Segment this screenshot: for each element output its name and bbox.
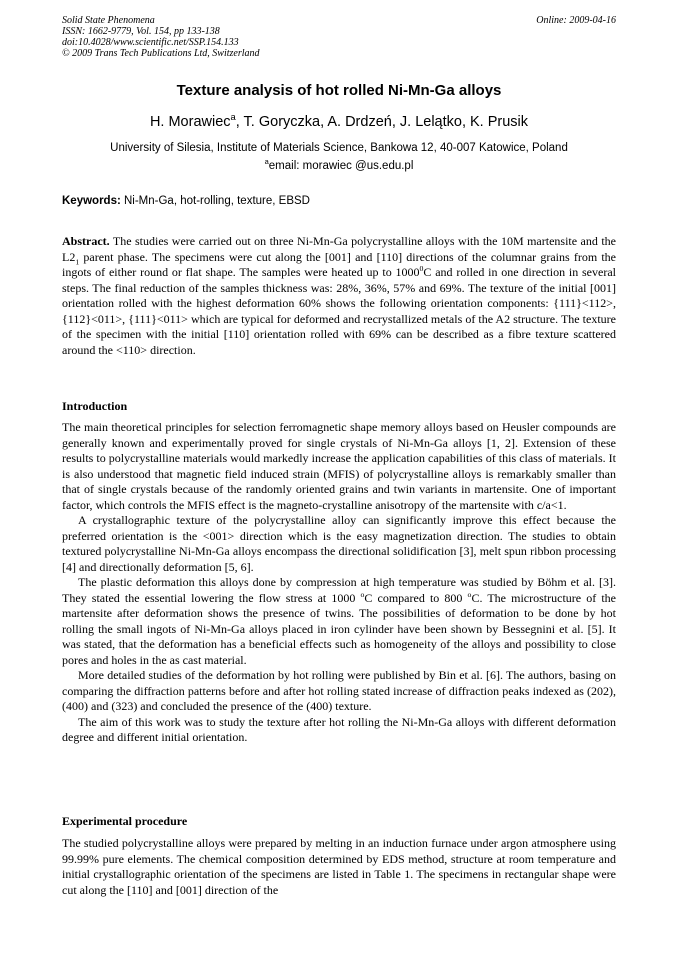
author-affil-mark: a (230, 111, 236, 123)
introduction-heading: Introduction (62, 399, 128, 413)
author-email (0, 157, 678, 172)
online-date: Online: 2009-04-16 (536, 15, 616, 26)
intro-p3-text-c: C. The microstructure of the martensite after deformation shows the presence of twins. The possibilities of deformation to be done by hot rolling the small ingots of Ni-Mn-Ga alloys placed in iron cylinder have been shown by Bessegnini et al. [5]. It was stated, that the deformation has a beneficial effects such as homogeneity of the alloys and possibility to close pores and holes in the as cast material. (62, 590, 616, 667)
intro-p3-sup-1: o (360, 589, 365, 599)
intro-paragraph-2: A crystallographic texture of the polycrystalline alloy can significantly improve this effect because the preferred orientation is the <001> direction which is the easy magnetization direction. The studies to obtain textured polycrystalline Ni-Mn-Ga alloys encompass the directional solidification [3], melt spun ribbon processing [4] and directionally deformation [5, 6]. (62, 513, 616, 574)
abstract-text-1: The studies were carried out on three Ni-Mn-Ga polycrystalline alloys with the 10M martensite and the L2 (62, 234, 616, 264)
author-list (0, 111, 678, 130)
journal-copyright: © 2009 Trans Tech Publications Ltd, Switzerland (62, 48, 260, 59)
other-authors: , T. Goryczka, A. Drdzeń, J. Lelątko, K. Prusik (235, 114, 529, 130)
journal-doi: doi:10.4028/www.scientific.net/SSP.154.133 (62, 37, 239, 48)
exp-paragraph-1: The studied polycrystalline alloys were prepared by melting in an induction furnace under argon atmosphere using 99.99% pure elements. The chemical composition determined by EDS method, structure at room temperature and initial crystallographic orientation of the specimens are listed in Table 1. The specimens in rectangular shape were cut along the [110] and [001] direction of the (62, 836, 616, 897)
first-author: H. Morawiec (149, 114, 231, 130)
journal-issn: ISSN: 1662-9779, Vol. 154, pp 133-138 (62, 26, 220, 37)
intro-paragraph-1: The main theoretical principles for selection ferromagnetic shape memory alloys based on Heusler compounds are generally known and experimentally proved for single crystals of Ni-Mn-Ga alloys [1, 2]. Extension of these results to polycrystalline materials would markedly increase the application capabilities of this class of materials. It is also understood that magnetic field induced strain (MFIS) of polycrystalline alloys is remarkably smaller than that of single crystals because of the randomly oriented grains and twin variants in martensite. One of important factor, which controls the MFIS effect is the magneto-crystalline anisotropy of the martensite with c/a<1. (62, 420, 616, 512)
abstract-label: Abstract. (62, 234, 110, 248)
abstract-sub: 1 (75, 256, 80, 266)
intro-p3-text-a: The plastic deformation this alloys done by compression at high temperature was studied by Böhm et al. [3]. They stated the essential lowering the flow stress at 1000 (62, 575, 616, 605)
keywords-label: Keywords: (62, 195, 121, 207)
paper-title: Texture analysis of hot rolled Ni-Mn-Ga alloys (176, 82, 502, 99)
introduction-body (62, 420, 616, 746)
keywords-text: Ni-Mn-Ga, hot-rolling, texture, EBSD (120, 195, 310, 207)
affiliation: University of Silesia, Institute of Materials Science, Bankowa 12, 40-007 Katowice, Poland (110, 142, 568, 154)
intro-p3-sup-2: o (467, 589, 472, 599)
intro-paragraph-4: More detailed studies of the deformation by hot rolling were published by Bin et al. [6]. The authors, basing on comparing the diffraction patterns before and after hot rolling stated increase of diffraction peaks indexed as (202), (400) and (323) and concluded the presence of the (400) texture. (62, 668, 616, 713)
intro-paragraph-5: The aim of this work was to study the texture after hot rolling the Ni-Mn-Ga alloys with different deformation degree and different initial orientation. (62, 714, 616, 744)
email-mark: a (264, 157, 269, 167)
journal-name: Solid State Phenomena (62, 15, 155, 26)
abstract-text-3: C and rolled in one direction in several steps. The final reduction of the samples thickness was: 28%, 36%, 57% and 69%. The texture of the initial [001] orientation rolled with the highest deformation 60% shows the following orientation components: {111}<112>, {112}<011>, {111}<011> which are typical for deformed and recrystallized metals of the A2 structure. The texture of the specimen with the initial [110] orientation rolled with 69% can be described as a fibre texture scattered around the <110> direction. (62, 265, 616, 357)
abstract-sup: 0 (419, 264, 424, 273)
keywords (62, 195, 616, 207)
experimental-body (62, 836, 616, 898)
abstract-text-2: parent phase. The specimens were cut along the [001] and [110] directions of the columnar grains from the ingots of either round or flat shape. The samples were heated up to 1000 (62, 249, 616, 279)
abstract (62, 234, 616, 358)
journal-info (62, 15, 616, 59)
intro-paragraph-3 (62, 575, 616, 668)
intro-p3-text-b: C compared to 800 (364, 590, 468, 605)
journal-header (62, 15, 616, 59)
experimental-heading: Experimental procedure (62, 814, 188, 828)
email-text: email: morawiec @us.edu.pl (268, 160, 414, 172)
